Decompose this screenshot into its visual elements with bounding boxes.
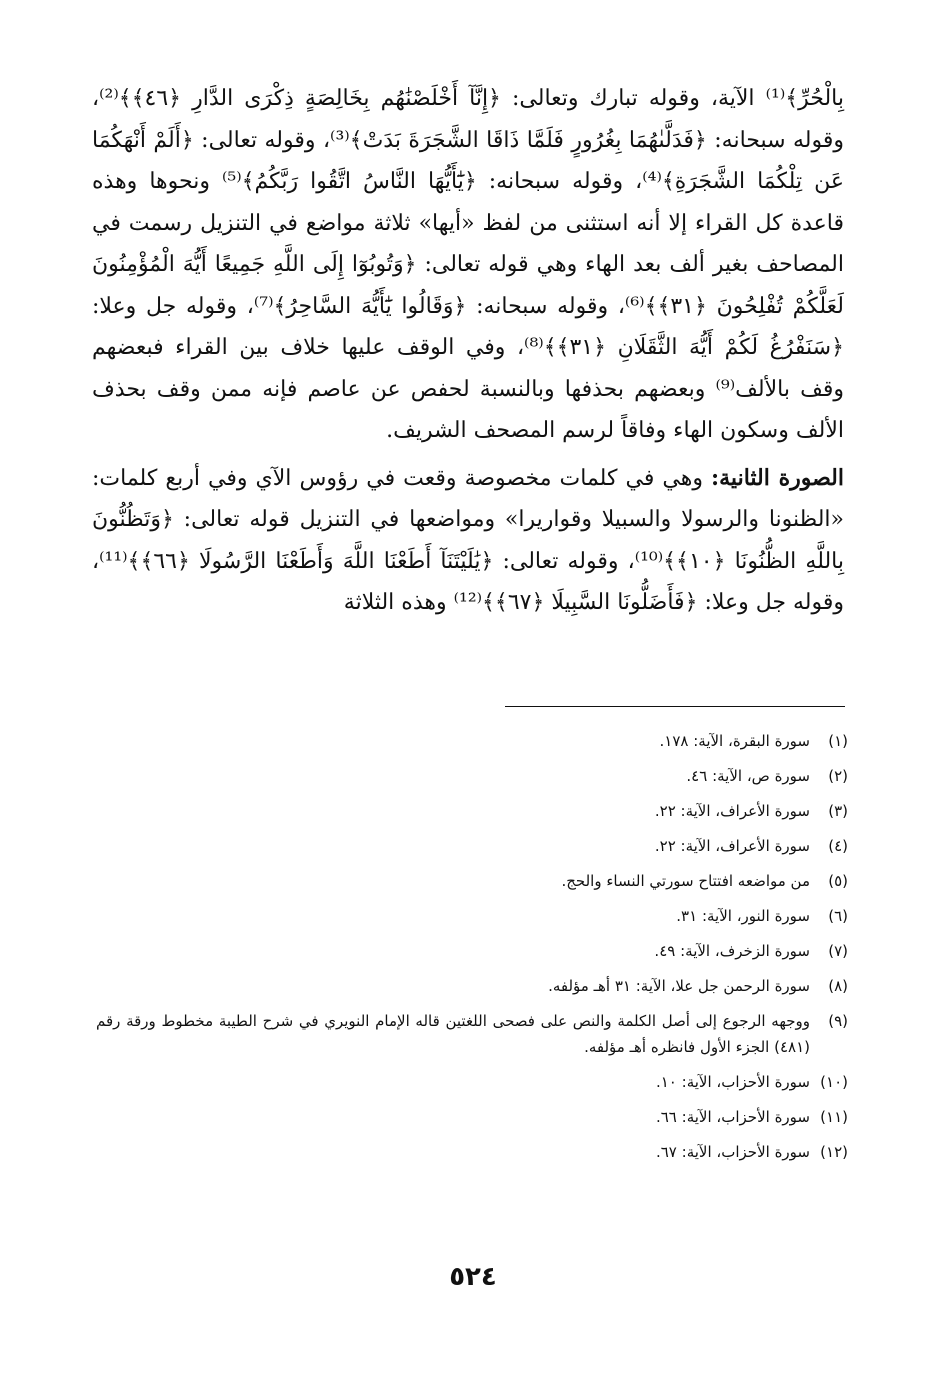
footnote-text: سورة الرحمن جل علا، الآية: ٣١ أهـ مؤلفه. xyxy=(548,977,810,995)
footnote-item xyxy=(96,798,848,824)
footnote-text: سورة الأعراف، الآية: ٢٢. xyxy=(654,802,810,820)
footnote-item xyxy=(96,763,848,789)
footnote-item xyxy=(96,1069,848,1095)
footnote-item xyxy=(96,938,848,964)
footnote-number: (١١) xyxy=(820,1108,848,1126)
footnote-number: (١) xyxy=(828,732,848,750)
footnotes xyxy=(96,728,848,1174)
footnote-item xyxy=(96,728,848,754)
footnote-text: سورة الأعراف، الآية: ٢٢. xyxy=(654,837,810,855)
footnote-number: (١٢) xyxy=(820,1143,848,1161)
footnote-text: سورة ص، الآية: ٤٦. xyxy=(686,767,810,785)
footnote-item xyxy=(96,973,848,999)
footnote-item xyxy=(96,1139,848,1165)
footnote-text: ووجهه الرجوع إلى أصل الكلمة والنص على فصحى اللغتين قاله الإمام النويري في شرح الطيبة مخطوط ورقة رقم (٤٨١) الجزء الأول فانظره أهـ مؤلفه. xyxy=(96,1012,810,1056)
footnote-item xyxy=(96,903,848,929)
footnote-item xyxy=(96,1104,848,1130)
footnote-number: (١٠) xyxy=(820,1073,848,1091)
footnote-number: (٩) xyxy=(828,1012,848,1030)
footnote-item xyxy=(96,868,848,894)
footnote-text: سورة الزخرف، الآية: ٤٩. xyxy=(654,942,810,960)
section-heading: الصورة الثانية: xyxy=(711,464,844,491)
main-text xyxy=(92,78,844,624)
page-number: ٥٢٤ xyxy=(449,1262,497,1292)
footnote-number: (٨) xyxy=(828,977,848,995)
footnote-number: (٦) xyxy=(828,907,848,925)
footnote-item xyxy=(96,1008,848,1060)
footnote-text: سورة البقرة، الآية: ١٧٨. xyxy=(659,732,810,750)
footnote-item xyxy=(96,833,848,859)
footnote-number: (٥) xyxy=(828,872,848,890)
footnote-number: (٧) xyxy=(828,942,848,960)
footnote-text: سورة الأحزاب، الآية: ١٠. xyxy=(655,1073,810,1091)
footnote-number: (٤) xyxy=(828,837,848,855)
paragraph-1: بِالْحُرِّ﴾⁽¹⁾ الآية، وقوله تبارك وتعالى: ﴿إِنَّآ أَخْلَصْنَٰهُم بِخَالِصَةٍ ذِكْرَى الدَّارِ ﴿٤٦﴾﴾⁽²⁾، وقوله سبحانه: ﴿فَدَلَّىٰهُمَا بِغُرُورٍ فَلَمَّا ذَاقَا الشَّجَرَةَ بَدَتْ﴾⁽³⁾، وقوله تعالى: ﴿أَلَمْ أَنْهَكُمَا عَن تِلْكُمَا الشَّجَرَةِ﴾⁽⁴⁾، وقوله سبحانه: ﴿يَٰٓأَيُّهَا النَّاسُ اتَّقُوا رَبَّكُمُ﴾⁽⁵⁾ ونحوها وهذه قاعدة كل القراء إلا أنه استثنى من لفظ «أيها» ثلاثة مواضع في التنزيل رسمت في المصاحف بغير ألف بعد الهاء وهي قوله تعالى: ﴿وَتُوبُوٓا إِلَى اللَّهِ جَمِيعًا أَيُّهَ الْمُؤْمِنُونَ لَعَلَّكُمْ تُفْلِحُونَ ﴿٣١﴾﴾⁽⁶⁾، وقوله سبحانه: ﴿وَقَالُوا يَٰٓأَيُّهَ السَّاحِرُ﴾⁽⁷⁾، وقوله جل وعلا: ﴿سَنَفْرُغُ لَكُمْ أَيُّهَ الثَّقَلَانِ ﴿٣١﴾﴾⁽⁸⁾، وفي الوقف عليها خلاف بين القراء فبعضهم وقف بالألف⁽⁹⁾ وبعضهم بحذفها وبالنسبة لحفص عن عاصم فإنه ممن وقف بحذف الألف وسكون الهاء وفاقاً لرسم المصحف الشريف. xyxy=(92,86,844,443)
footnote-number: (٢) xyxy=(828,767,848,785)
paragraph-2 xyxy=(92,458,844,624)
footnote-text: من مواضعه افتتاح سورتي النساء والحج. xyxy=(561,872,810,890)
footnote-number: (٣) xyxy=(828,802,848,820)
footnote-text: سورة الأحزاب، الآية: ٦٦. xyxy=(655,1108,810,1126)
footnote-text: سورة الأحزاب، الآية: ٦٧. xyxy=(655,1143,810,1161)
paragraph-2-text: وهي في كلمات مخصوصة وقعت في رؤوس الآي وفي أربع كلمات: «الظنونا والرسولا والسبيلا وقواريرا» ومواضعها في التنزيل قوله تعالى: ﴿وَتَظُنُّونَ بِاللَّهِ الظُّنُونَا ﴿١٠﴾﴾⁽¹⁰⁾، وقوله تعالى: ﴿يَٰلَيْتَنَآ أَطَعْنَا اللَّهَ وَأَطَعْنَا الرَّسُولَا ﴿٦٦﴾﴾⁽¹¹⁾، وقوله جل وعلا: ﴿فَأَضَلُّونَا السَّبِيلَا ﴿٦٧﴾﴾⁽¹²⁾ وهذه الثلاثة xyxy=(92,465,845,615)
footnote-text: سورة النور، الآية: ٣١. xyxy=(676,907,810,925)
footnote-separator xyxy=(505,706,845,707)
